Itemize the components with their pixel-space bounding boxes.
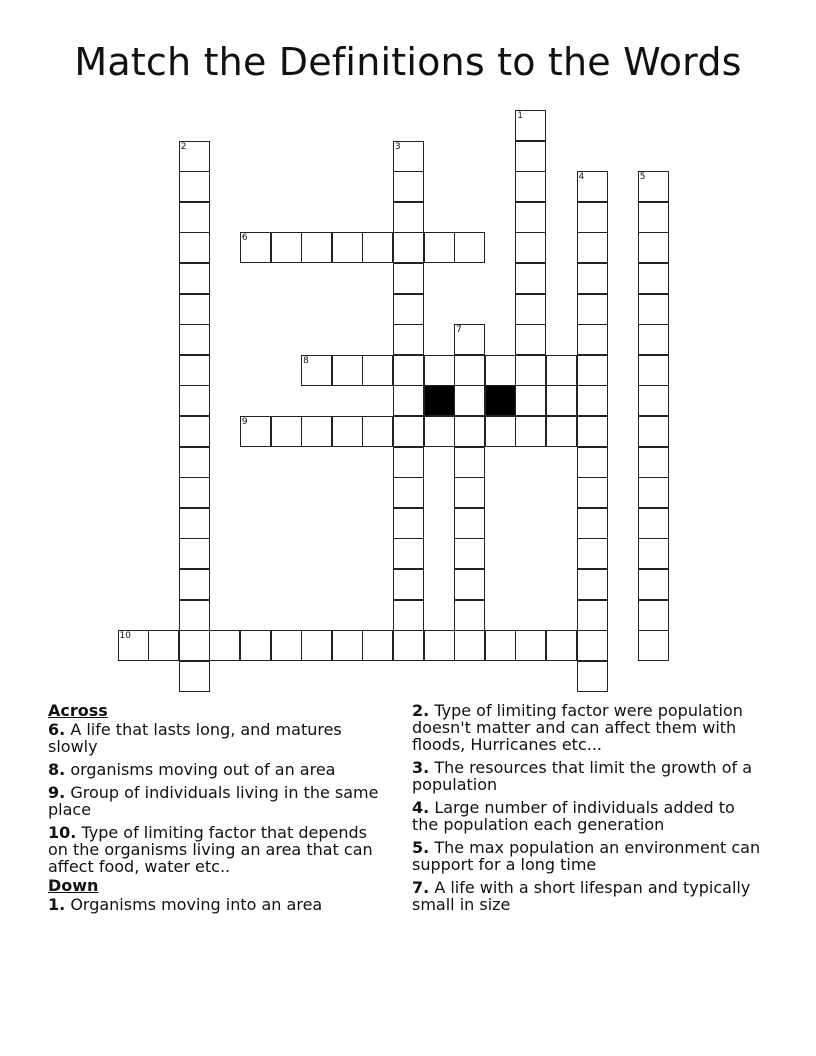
grid-cell[interactable] xyxy=(638,416,669,447)
clue-text: A life with a short lifespan and typically small in size xyxy=(412,878,751,914)
grid-cell[interactable] xyxy=(485,355,516,386)
grid-cell[interactable] xyxy=(179,661,210,692)
clue-text: The max population an environment can support for a long time xyxy=(412,838,761,874)
clue-column-left xyxy=(48,700,388,919)
grid-cell[interactable] xyxy=(546,355,577,386)
grid-cell[interactable] xyxy=(515,171,546,202)
grid-cell[interactable] xyxy=(577,294,608,325)
grid-cell[interactable] xyxy=(577,538,608,569)
grid-cell[interactable] xyxy=(515,141,546,172)
grid-cell[interactable] xyxy=(638,232,669,263)
grid-cell[interactable] xyxy=(179,232,210,263)
grid-cell[interactable] xyxy=(577,600,608,631)
clue-number: 10. xyxy=(48,823,77,842)
grid-cell[interactable] xyxy=(424,355,455,386)
grid-cell[interactable] xyxy=(393,202,424,233)
cell-number: 4 xyxy=(578,172,585,183)
grid-cell[interactable] xyxy=(638,294,669,325)
grid-cell[interactable] xyxy=(362,355,393,386)
grid-cell[interactable] xyxy=(424,232,455,263)
clue-number: 5. xyxy=(412,838,430,857)
clue-text: Large number of individuals added to the population each generation xyxy=(412,798,735,834)
grid-cell[interactable] xyxy=(332,355,363,386)
grid-cell[interactable] xyxy=(638,447,669,478)
grid-cell[interactable] xyxy=(546,385,577,416)
black-square xyxy=(485,385,516,416)
grid-cell[interactable] xyxy=(638,600,669,631)
clue-down-3 xyxy=(412,759,762,793)
grid-cell[interactable] xyxy=(179,171,210,202)
grid-cell[interactable] xyxy=(424,630,455,661)
clue-number: 8. xyxy=(48,760,66,779)
grid-cell[interactable] xyxy=(179,355,210,386)
grid-cell[interactable] xyxy=(332,232,363,263)
grid-cell[interactable] xyxy=(240,416,271,447)
clue-across-9 xyxy=(48,784,388,818)
clue-number: 9. xyxy=(48,783,66,802)
grid-cell[interactable] xyxy=(515,110,546,141)
grid-cell[interactable] xyxy=(301,232,332,263)
grid-cell[interactable] xyxy=(301,630,332,661)
grid-cell[interactable] xyxy=(240,630,271,661)
grid-cell[interactable] xyxy=(393,630,424,661)
cell-number: 8 xyxy=(303,355,309,366)
clue-text: Group of individuals living in the same place xyxy=(48,783,379,819)
grid-cell[interactable] xyxy=(393,600,424,631)
grid-cell[interactable] xyxy=(546,416,577,447)
grid-cell[interactable] xyxy=(577,171,608,202)
grid-cell[interactable] xyxy=(638,630,669,661)
grid-cell[interactable] xyxy=(577,508,608,539)
grid-cell[interactable] xyxy=(638,355,669,386)
grid-cell[interactable] xyxy=(148,630,179,661)
grid-cell[interactable] xyxy=(301,416,332,447)
grid-cell[interactable] xyxy=(179,447,210,478)
grid-cell[interactable] xyxy=(454,630,485,661)
grid-cell[interactable] xyxy=(454,324,485,355)
grid-cell[interactable] xyxy=(424,416,455,447)
grid-cell[interactable] xyxy=(515,385,546,416)
grid-cell[interactable] xyxy=(546,630,577,661)
grid-cell[interactable] xyxy=(179,630,210,661)
clue-number: 3. xyxy=(412,758,430,777)
grid-cell[interactable] xyxy=(515,324,546,355)
grid-cell[interactable] xyxy=(271,232,302,263)
grid-cell[interactable] xyxy=(179,294,210,325)
grid-cell[interactable] xyxy=(638,569,669,600)
clue-text: A life that lasts long, and matures slowly xyxy=(48,720,342,756)
grid-cell[interactable] xyxy=(577,661,608,692)
grid-cell[interactable] xyxy=(209,630,240,661)
grid-cell[interactable] xyxy=(271,630,302,661)
grid-cell[interactable] xyxy=(577,202,608,233)
grid-cell[interactable] xyxy=(577,355,608,386)
grid-cell[interactable] xyxy=(638,202,669,233)
clue-down-1 xyxy=(48,896,388,913)
grid-cell[interactable] xyxy=(393,232,424,263)
grid-cell[interactable] xyxy=(393,477,424,508)
grid-cell[interactable] xyxy=(454,447,485,478)
grid-cell[interactable] xyxy=(179,385,210,416)
grid-cell[interactable] xyxy=(362,630,393,661)
grid-cell[interactable] xyxy=(362,232,393,263)
grid-cell[interactable] xyxy=(393,141,424,172)
grid-cell[interactable] xyxy=(515,202,546,233)
grid-cell[interactable] xyxy=(515,232,546,263)
grid-cell[interactable] xyxy=(179,263,210,294)
grid-cell[interactable] xyxy=(179,600,210,631)
grid-cell[interactable] xyxy=(515,355,546,386)
black-square xyxy=(424,385,455,416)
clue-across-6 xyxy=(48,721,388,755)
clue-down-7 xyxy=(412,879,762,913)
clue-number: 6. xyxy=(48,720,66,739)
grid-cell[interactable] xyxy=(393,508,424,539)
cell-number: 6 xyxy=(241,233,248,244)
grid-cell[interactable] xyxy=(454,416,485,447)
cell-number: 5 xyxy=(639,172,646,183)
grid-cell[interactable] xyxy=(179,141,210,172)
grid-cell[interactable] xyxy=(485,416,516,447)
cell-number: 1 xyxy=(517,111,524,121)
grid-cell[interactable] xyxy=(454,355,485,386)
grid-cell[interactable] xyxy=(577,385,608,416)
clue-down-2 xyxy=(412,702,762,753)
grid-cell[interactable] xyxy=(577,324,608,355)
grid-cell[interactable] xyxy=(577,447,608,478)
grid-cell[interactable] xyxy=(577,569,608,600)
grid-cell[interactable] xyxy=(454,538,485,569)
grid-cell[interactable] xyxy=(393,416,424,447)
grid-cell[interactable] xyxy=(332,630,363,661)
grid-cell[interactable] xyxy=(638,477,669,508)
grid-cell[interactable] xyxy=(638,538,669,569)
grid-cell[interactable] xyxy=(179,324,210,355)
grid-cell[interactable] xyxy=(638,508,669,539)
grid-cell[interactable] xyxy=(577,477,608,508)
grid-cell[interactable] xyxy=(577,416,608,447)
grid-cell[interactable] xyxy=(515,263,546,294)
grid-cell[interactable] xyxy=(638,385,669,416)
down-heading: Down xyxy=(48,876,99,895)
grid-cell[interactable] xyxy=(393,324,424,355)
clue-number: 7. xyxy=(412,878,430,897)
grid-cell[interactable] xyxy=(515,630,546,661)
grid-cell[interactable] xyxy=(454,569,485,600)
clue-text: Type of limiting factor were population doesn't matter and can affect them with floods, Hurricanes etc... xyxy=(412,701,743,754)
grid-cell[interactable] xyxy=(179,202,210,233)
grid-cell[interactable] xyxy=(332,416,363,447)
cell-number: 9 xyxy=(241,417,248,427)
grid-cell[interactable] xyxy=(393,263,424,294)
clue-text: The resources that limit the growth of a population xyxy=(412,758,753,794)
grid-cell[interactable] xyxy=(179,538,210,569)
grid-cell[interactable] xyxy=(485,630,516,661)
clue-number: 1. xyxy=(48,895,66,914)
grid-cell[interactable] xyxy=(393,171,424,202)
grid-cell[interactable] xyxy=(240,232,271,263)
grid-cell[interactable] xyxy=(515,294,546,325)
grid-cell[interactable] xyxy=(577,630,608,661)
grid-cell[interactable] xyxy=(577,232,608,263)
grid-cell[interactable] xyxy=(577,263,608,294)
grid-cell[interactable] xyxy=(271,416,302,447)
grid-cell[interactable] xyxy=(393,355,424,386)
grid-cell[interactable] xyxy=(301,355,332,386)
grid-cell[interactable] xyxy=(393,569,424,600)
grid-cell[interactable] xyxy=(454,508,485,539)
grid-cell[interactable] xyxy=(179,508,210,539)
clue-text: organisms moving out of an area xyxy=(70,760,336,779)
grid-cell[interactable] xyxy=(393,447,424,478)
cell-number: 10 xyxy=(119,631,131,642)
grid-cell[interactable] xyxy=(454,385,485,416)
puzzle-title: Match the Definitions to the Words xyxy=(74,40,742,84)
grid-cell[interactable] xyxy=(638,324,669,355)
clue-text: Organisms moving into an area xyxy=(70,895,323,914)
clue-number: 4. xyxy=(412,798,430,817)
grid-cell[interactable] xyxy=(454,600,485,631)
clue-column-right xyxy=(412,702,762,919)
grid-cell[interactable] xyxy=(393,294,424,325)
clue-down-4 xyxy=(412,799,762,833)
grid-cell[interactable] xyxy=(454,232,485,263)
cell-number: 7 xyxy=(456,325,462,336)
across-heading: Across xyxy=(48,701,108,720)
grid-cell[interactable] xyxy=(515,416,546,447)
grid-cell[interactable] xyxy=(362,416,393,447)
grid-cell[interactable] xyxy=(179,477,210,508)
grid-cell[interactable] xyxy=(118,630,149,661)
grid-cell[interactable] xyxy=(179,416,210,447)
clue-number: 2. xyxy=(412,701,430,720)
clue-across-10 xyxy=(48,824,388,875)
grid-cell[interactable] xyxy=(393,538,424,569)
cell-number: 2 xyxy=(180,141,187,152)
cell-number: 3 xyxy=(394,141,401,152)
grid-cell[interactable] xyxy=(638,263,669,294)
clue-text: Type of limiting factor that depends on the organisms living an area that can affect food, water etc.. xyxy=(48,823,373,876)
clue-across-8 xyxy=(48,761,388,778)
clue-down-5 xyxy=(412,839,762,873)
grid-cell[interactable] xyxy=(179,569,210,600)
grid-cell[interactable] xyxy=(638,171,669,202)
grid-cell[interactable] xyxy=(454,477,485,508)
grid-cell[interactable] xyxy=(393,385,424,416)
